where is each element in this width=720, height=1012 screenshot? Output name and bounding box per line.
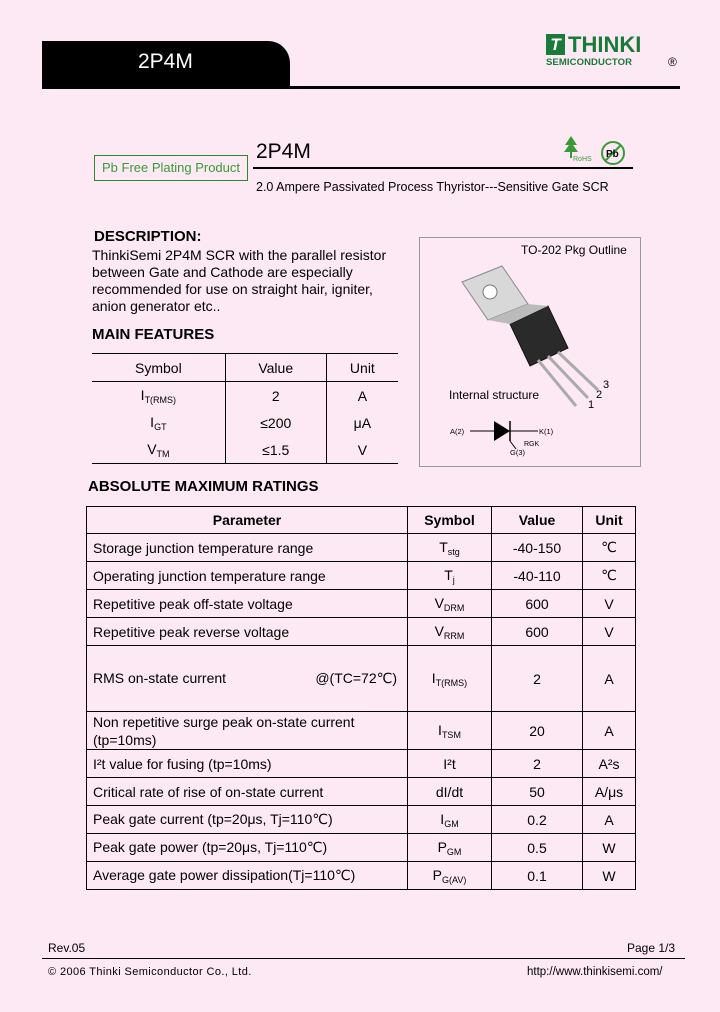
description-text (92, 247, 412, 315)
resistor-label: RGK (524, 441, 540, 448)
column-header: Parameter (87, 507, 408, 534)
parameter-cell: Average gate power dissipation(Tj=110℃) (87, 862, 408, 890)
product-subtitle: 2.0 Ampere Passivated Process Thyristor---Sensitive Gate SCR (256, 180, 609, 194)
symbol-cell: $I_{GT}$ (92, 409, 225, 436)
unit-cell: A (357, 387, 368, 404)
value-cell: 2 (225, 382, 326, 410)
parameter-text: RMS on-state current (93, 670, 227, 686)
value-cell: 0.1 (492, 862, 583, 890)
ratings-heading: ABSOLUTE MAXIMUM RATINGS (88, 478, 319, 495)
table-row (87, 712, 636, 750)
unit-cell: ℃ (583, 534, 636, 562)
unit-cell: W (583, 862, 636, 890)
symbol-cell: dI/dt (408, 778, 492, 806)
page-title: 2P4M (138, 50, 193, 73)
logo-subtitle: SEMICONDUCTOR (546, 57, 633, 68)
description-line: recommended for use on straight hair, igniter, (92, 281, 373, 297)
value-cell: 20 (492, 712, 583, 750)
parameter-cell: Critical rate of rise of on-state current (87, 778, 408, 806)
package-drawing (450, 258, 640, 458)
column-header: Value (492, 507, 583, 534)
parameter-cell: Repetitive peak reverse voltage (87, 618, 408, 646)
description-line: ThinkiSemi 2P4M SCR with the parallel resistor (92, 247, 387, 263)
main-features-heading: MAIN FEATURES (92, 326, 215, 343)
pin-label-3: 3 (603, 379, 610, 391)
symbol-cell: $V_{RRM}$ (408, 618, 492, 646)
table-row (87, 834, 636, 862)
parameter-cell: Operating junction temperature range (87, 562, 408, 590)
description-heading: DESCRIPTION: (94, 228, 202, 245)
table-header-row (87, 507, 636, 534)
table-row (87, 618, 636, 646)
unit-cell: A/μs (583, 778, 636, 806)
symbol-cell: $T_{stg}$ (408, 534, 492, 562)
company-logo (546, 34, 686, 74)
parameter-cell (87, 712, 408, 750)
revision-label: Rev.05 (48, 941, 86, 955)
value-cell: 0.5 (492, 834, 583, 862)
title-tab (42, 41, 290, 89)
unit-cell: μA (353, 414, 372, 431)
unit-cell: A (583, 712, 636, 750)
parameter-cell: I²t value for fusing (tp=10ms) (87, 750, 408, 778)
value-cell: 2 (492, 750, 583, 778)
logo-mark-icon: T (546, 34, 565, 55)
column-header: Unit (326, 354, 398, 382)
value-cell: 600 (492, 590, 583, 618)
symbol-cell: $P_{G(AV)}$ (408, 862, 492, 890)
page-number: Page 1/3 (627, 941, 676, 955)
description-line: between Gate and Cathode are especially (92, 264, 353, 280)
pb-label: Pb (606, 149, 619, 160)
unit-cell: A (583, 806, 636, 834)
parameter-cell: Repetitive peak off-state voltage (87, 590, 408, 618)
pb-free-icon (600, 140, 626, 166)
column-header: Value (225, 354, 326, 382)
table-row (87, 534, 636, 562)
parameter-cell: Peak gate power (tp=20μs, Tj=110℃) (87, 834, 408, 862)
parameter-cell (87, 646, 408, 712)
table-row (87, 562, 636, 590)
internal-structure-label: Internal structure (449, 388, 540, 402)
symbol-cell: $T_j$ (408, 562, 492, 590)
scr-symbol-icon (494, 421, 510, 441)
value-cell: 0.2 (492, 806, 583, 834)
column-header: Symbol (408, 507, 492, 534)
table-row (87, 806, 636, 834)
part-rule (253, 167, 633, 169)
table-row (92, 409, 398, 436)
table-row (87, 646, 636, 712)
symbol-cell: $V_{DRM}$ (408, 590, 492, 618)
footer-rule (42, 958, 685, 959)
unit-cell: V (583, 618, 636, 646)
rohs-label: RoHS (573, 156, 592, 163)
table-row (92, 436, 398, 464)
pb-free-badge: Pb Free Plating Product (94, 155, 248, 181)
parameter-text: (tp=10ms) (93, 731, 157, 748)
column-header: Symbol (92, 354, 225, 382)
value-cell: 2 (492, 646, 583, 712)
unit-cell: V (583, 590, 636, 618)
ratings-table (86, 506, 636, 890)
symbol-cell: $I_{TSM}$ (408, 712, 492, 750)
mounting-hole-icon (483, 285, 497, 299)
symbol-cell: $I_{T(RMS)}$ (92, 382, 225, 410)
value-cell: ≤200 (225, 409, 326, 436)
symbol-cell: $I_{T(RMS)}$ (408, 646, 492, 712)
parameter-text: Non repetitive surge peak on-state current (93, 713, 355, 730)
table-row (87, 750, 636, 778)
symbol-cell: $P_{GM}$ (408, 834, 492, 862)
table-row (87, 590, 636, 618)
pin-label-1: 1 (588, 399, 595, 411)
registered-mark: ® (668, 55, 677, 69)
part-number: 2P4M (256, 140, 311, 163)
unit-cell: W (583, 834, 636, 862)
unit-cell: ℃ (583, 562, 636, 590)
column-header: Unit (583, 507, 636, 534)
package-title: TO-202 Pkg Outline (521, 243, 627, 257)
anode-label: A(2) (450, 427, 465, 436)
value-cell: 50 (492, 778, 583, 806)
description-line: anion generator etc.. (92, 298, 221, 314)
value-cell: ≤1.5 (225, 436, 326, 464)
value-cell: -40-150 (492, 534, 583, 562)
parameter-cell: Storage junction temperature range (87, 534, 408, 562)
value-cell: -40-110 (492, 562, 583, 590)
table-row (87, 778, 636, 806)
condition-text: @(TC=72℃) (315, 670, 397, 686)
table-row (87, 862, 636, 890)
cathode-label: K(1) (539, 427, 554, 436)
pin-label-2: 2 (596, 389, 603, 401)
table-row (92, 382, 398, 410)
unit-cell: V (357, 441, 368, 458)
header-rule (42, 86, 680, 89)
website-link[interactable]: http://www.thinkisemi.com/ (527, 966, 663, 978)
table-header-row (92, 354, 398, 382)
symbol-cell: $I_{GM}$ (408, 806, 492, 834)
symbol-cell: $V_{TM}$ (92, 436, 225, 464)
value-cell: 600 (492, 618, 583, 646)
logo-word: THINKI (568, 32, 642, 57)
unit-cell: A²s (583, 750, 636, 778)
gate-label: G(3) (510, 448, 525, 457)
main-features-table (92, 353, 398, 464)
parameter-cell: Peak gate current (tp=20μs, Tj=110℃) (87, 806, 408, 834)
symbol-cell: I²t (408, 750, 492, 778)
copyright: © 2006 Thinki Semiconductor Co., Ltd. (48, 966, 252, 978)
unit-cell: A (583, 646, 636, 712)
rohs-tree-icon (562, 135, 594, 163)
